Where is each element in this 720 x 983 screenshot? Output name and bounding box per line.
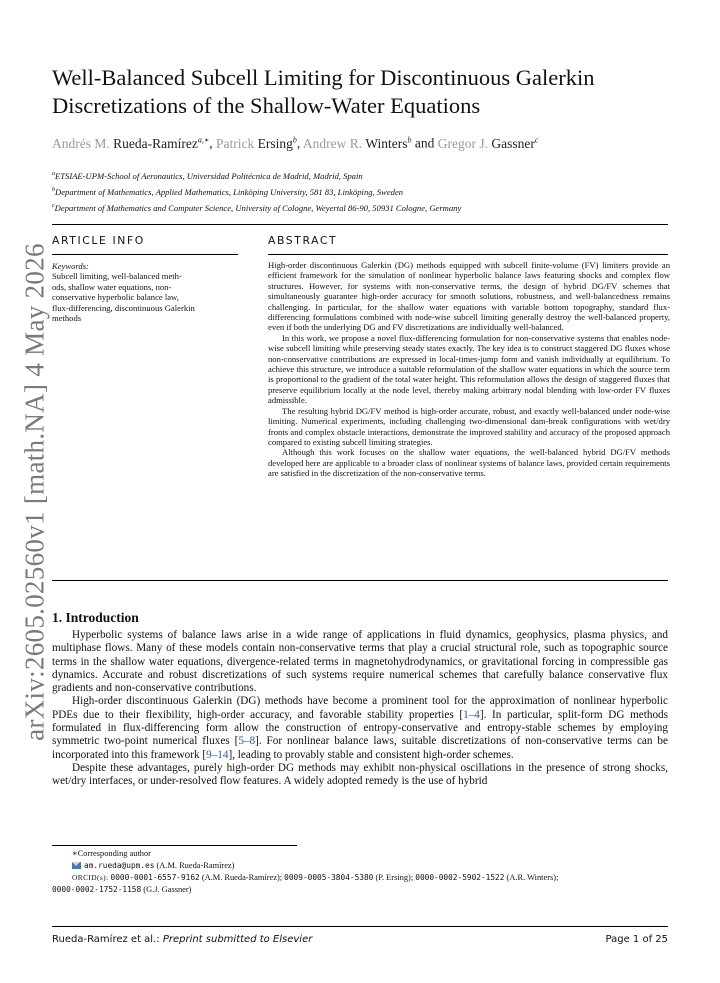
keywords-line: Subcell limiting, well-balanced meth- bbox=[52, 271, 182, 282]
email-link[interactable]: am.rueda@upm.es bbox=[84, 861, 155, 870]
keywords-line: ods, shallow water equations, non- bbox=[52, 281, 172, 292]
arxiv-stamp-text: arXiv:2605.02560v1 [math.NA] 4 May 2026 bbox=[19, 242, 50, 741]
intro-paragraph-2: High-order discontinuous Galerkin (DG) methods have become a prominent tool for the approximation of nonlinear hyperbolic PDEs due to their flexibility, high-order accuracy, and favorable stability properties [1–4]. In particular, split-form DG methods formulated in flux-differencing form allow the construction of entropy-conservative and entropy-stable schemes by employing symmetric two-point numerical fluxes [5–8]. For nonlinear balance laws, suitable discretizations of non-conservative terms can be incorporated into this framework [9–14], leading to provably stable and consistent high-order schemes. bbox=[52, 695, 668, 761]
abstract-rule bbox=[268, 254, 668, 255]
abstract-heading: ABSTRACT bbox=[268, 234, 338, 247]
footnotes bbox=[52, 848, 672, 896]
orcid-id[interactable]: 0000-0002-5902-1522 bbox=[415, 873, 505, 882]
header-divider bbox=[52, 224, 668, 225]
author-3: Andrew R. Winters$^b$ bbox=[302, 135, 412, 151]
author-list: Andrés M. Rueda-Ramírez$^{a,∗}$, Patrick Ersing$^b$, Andrew R. Winters$^b$ and Gregor J. Gassner$^c$ bbox=[52, 135, 539, 151]
keywords-label: Keywords: bbox=[52, 261, 89, 271]
page-number: Page 1 of 25 bbox=[605, 934, 668, 945]
keywords-line: conservative hyperbolic balance law, bbox=[52, 292, 179, 303]
orcid-line-cont: 0000-0002-1752-1158 (G.J. Gassner) bbox=[52, 885, 192, 894]
intro-paragraph-1: Hyperbolic systems of balance laws arise in a wide range of applications in fluid dynamics, geophysics, plasma physics, and multiphase flows. Many of these models contain non-conservative terms that play a crucial structural role, such as topographic source terms in the shallow water equations, divergence-related terms in magnetohydrodynamics, or gravitational forcing in compressible gas dynamics. Accurate and robust discretizations of such systems require numerical schemes that carefully balance conservative flux gradients and non-conservative contributions. bbox=[52, 629, 668, 695]
mail-icon bbox=[72, 862, 81, 869]
orcid-id[interactable]: 0000-0002-1752-1158 bbox=[52, 885, 142, 894]
affiliation-b: $^b$Department of Mathematics, Applied Mathematics, Linköping University, 581 83, Linköping, Sweden bbox=[52, 186, 404, 197]
abstract-paragraph: High-order discontinuous Galerkin (DG) methods equipped with subcell finite-volume (FV) limiters provide an efficient framework for the simulation of nonlinear hyperbolic balance laws featuring shocks and complex flow structures. However, for systems with non-conservative terms, the design of hybrid DG/FV schemes that simultaneously guarantee high-order accuracy for smooth solutions, robustness, and well-balancedness remains challenging. In particular, for the shallow water equations with variable bottom topography, standard flux-differencing formulations combined with node-wise subcell limiting generally destroy the well-balanced property, even if both the underlying DG and FV discretizations are individually well-balanced. bbox=[268, 260, 670, 333]
citation-link[interactable]: 9–14 bbox=[206, 748, 229, 761]
orcid-id[interactable]: 0009-0005-3804-5380 bbox=[284, 873, 374, 882]
orcid-id[interactable]: 0000-0001-6557-9162 bbox=[110, 873, 200, 882]
orcid-line: ORCID(s): 0000-0001-6557-9162 (A.M. Rueda-Ramírez); 0009-0005-3804-5380 (P. Ersing); 0000-0002-5902-1522 (A.R. Winters); bbox=[72, 873, 559, 882]
abstract-paragraph: The resulting hybrid DG/FV method is high-order accurate, robust, and exactly well-balanced under node-wise limiting. Numerical experiments, including challenging two-dimensional dam-break configurations with wet/dry fronts and complex obstacle interactions, demonstrate the improved stability and accuracy of the proposed approach compared to existing subcell limiting strategies. bbox=[268, 405, 670, 447]
intro-paragraph-3: Despite these advantages, purely high-order DG methods may exhibit non-physical oscillations in the presence of strong shocks, wet/dry interfaces, or under-resolved flow features. A widely adopted remedy is the use of hybrid bbox=[52, 761, 668, 788]
article-info-rule bbox=[52, 254, 238, 255]
section-title: 1. Introduction bbox=[52, 610, 139, 625]
author-4: Gregor J. Gassner$^c$ bbox=[437, 135, 539, 151]
abstract-body bbox=[268, 260, 670, 479]
paper-title bbox=[52, 64, 652, 120]
abstract-bottom-divider bbox=[52, 580, 668, 581]
author-1: Andrés M. Rueda-Ramírez$^{a,∗}$ bbox=[52, 135, 210, 151]
email-line: am.rueda@upm.es (A.M. Rueda-Ramírez) bbox=[52, 860, 672, 872]
author-2: Patrick Ersing$^b$ bbox=[216, 135, 297, 151]
footer-divider bbox=[52, 926, 668, 927]
keywords-line: flux-differencing, discontinuous Galerkin bbox=[52, 302, 195, 313]
affiliation-a: $^a$ETSIAE-UPM-School of Aeronautics, Universidad Politécnica de Madrid, Madrid, Spain bbox=[52, 170, 363, 181]
keywords-line: methods bbox=[52, 313, 82, 324]
abstract-paragraph: Although this work focuses on the shallow water equations, the well-balanced hybrid DG/FV methods developed here are applicable to a broader class of nonlinear systems of balance laws, provided certain requirements are satisfied in the discretization of the non-conservative terms. bbox=[268, 447, 670, 479]
footer-citation: Rueda-Ramírez et al.: Preprint submitted to Elsevier bbox=[52, 934, 313, 945]
title-line-2: Discretizations of the Shallow-Water Equations bbox=[52, 93, 481, 118]
citation-link[interactable]: 5–8 bbox=[238, 735, 256, 748]
title-line-1: Well-Balanced Subcell Limiting for Discontinuous Galerkin bbox=[52, 65, 595, 90]
citation-link[interactable]: 1–4 bbox=[463, 708, 480, 721]
affiliation-c: $^c$Department of Mathematics and Computer Science, University of Cologne, Weyertal 86-90, 50931 Cologne, Germany bbox=[52, 202, 462, 213]
keywords bbox=[52, 261, 232, 323]
article-info-heading: ARTICLE INFO bbox=[52, 234, 145, 247]
introduction-body bbox=[52, 629, 668, 789]
footnote-rule bbox=[52, 845, 297, 846]
affiliations bbox=[52, 167, 682, 215]
abstract-paragraph: In this work, we propose a novel flux-differencing formulation for non-conservative systems that enables node-wise subcell limiting while preserving steady states exactly. The key idea is to construct staggered DG fluxes whose non-conservative contributions are expressed in local-times-jump form and vanish individually at equilibrium. To achieve this structure, we introduce a suitable reformulation of the shallow water equations in which the source term is proportional to the gradient of the total water height. This reformulation allows the design of staggered fluxes that preserve equilibrium locally at the node level, thereby making arbitrary nodal blending with low-order FV fluxes admissible. bbox=[268, 332, 670, 406]
corresponding-author-note: ∗Corresponding author bbox=[72, 849, 151, 858]
